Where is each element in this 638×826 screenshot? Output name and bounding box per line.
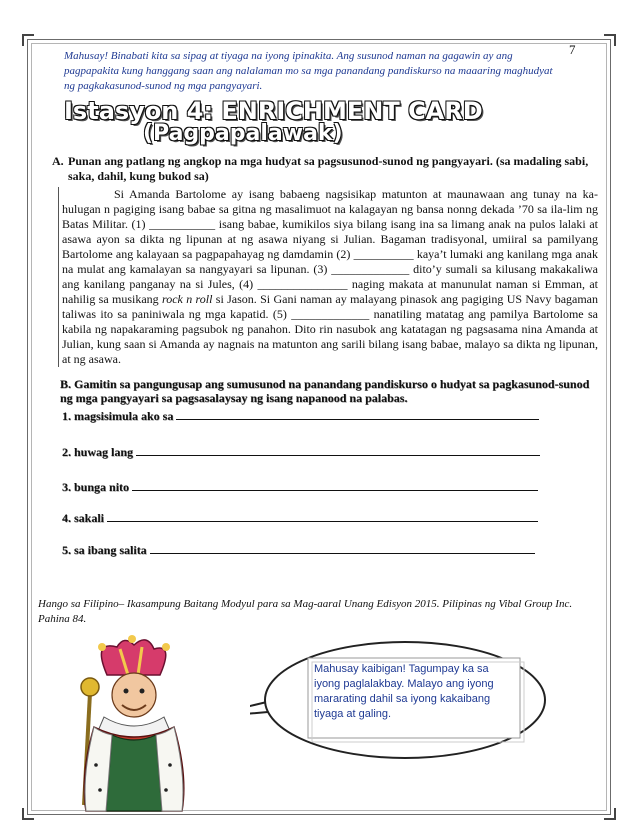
exercise-prompt: 1. magsisimula ako sa — [62, 409, 174, 423]
section-a-passage — [58, 187, 598, 367]
exercise-item — [62, 511, 538, 526]
answer-line[interactable] — [107, 511, 538, 522]
answer-line[interactable] — [150, 543, 535, 554]
intro-text: Mahusay! Binabati kita sa sipag at tiyaga na iyong ipinakita. Ang susunod naman na gagawin ay ang pagpapakita kung hanggang saan ang nalalaman mo sa mga panandang pandiskurso na maaaring maghudyat ng pagkakasunod-sunod ng mga pangyayari. — [64, 50, 553, 92]
passage-text: Si Amanda Bartolome ay isang babaeng nagsisikap matunton at maunawaan ang tunay na ka-hulugan n pagiging isang babae sa gitna ng masalimuot na kalagayan ng bansa nonng dekada ’70 sa ila-lim ng Batas Militar. (1) ___________ isang babae, kumikilos siya bilang isang ina sa limang anak na pulos lalaki at asawa ayon sa dikta ng lipunan at ng asawa niyang si Julian. Bagaman tradisyonal, umiiral sa pamilyang Bartolome ang kalayaan sa pagpapahayag ng damdamin (2) __________ kaya’t lumaki ang kanilang mga anak na mulat ang kamalayan sa nangyayari sa lipunan. (3) _____________ dito’y sumali sa kilusang makakaliwa ang kanilang panganay na si Jules, (4) _______________ naging makata at manunulat naman si Emman, at nahilig sa musikang — [62, 187, 598, 306]
exercise-item — [62, 480, 538, 495]
exercise-item — [62, 445, 540, 460]
answer-line[interactable] — [132, 480, 538, 491]
page-number: 7 — [569, 42, 576, 57]
page-subtitle: (Pagpapalawak) — [143, 121, 343, 146]
exercise-prompt: 3. bunga nito — [62, 480, 130, 494]
exercise-item — [62, 409, 539, 424]
answer-line[interactable] — [176, 409, 539, 420]
jester-illustration — [62, 635, 197, 815]
speech-bubble-text: Mahusay kaibigan! Tagumpay ka sa iyong paglalakbay. Malayo ang iyong mararating dahil sa iyong kakaibang tiyaga at galing. — [314, 663, 494, 720]
corner-ornament — [604, 34, 616, 46]
exercise-prompt: 2. huwag lang — [62, 445, 134, 459]
answer-line[interactable] — [136, 445, 540, 456]
exercise-prompt: 5. sa ibang salita — [62, 543, 147, 557]
exercise-item — [62, 543, 535, 558]
exercise-prompt: 4. sakali — [62, 511, 105, 525]
page-title: Istasyon 4: ENRICHMENT CARD — [64, 97, 483, 125]
passage-text: si Jason. Si Gani naman ay malayang pinasok ang pagiging US Navy bagaman taliwas ito sa paniniwala ng mga kapatid. (5) _____________ nanatiling matatag ang pamilya Bartolome sa kabila ng napakaraming pagsubok ng panahon. Dito rin nasubok ang katatagan ng pagsasama nina Amanda at Julian, kung saan si Amanda ay nagnais na matunton ang sarili bilang isang babae, malayo sa dikta ng lipunan, at ng asawa. — [62, 292, 599, 366]
source-citation: Hango sa Filipino– Ikasampung Baitang Modyul para sa Mag-aaral Unang Edisyon 2015. Pilipinas ng Vibal Group Inc. Pahina 84. — [38, 598, 573, 625]
corner-ornament — [22, 808, 34, 820]
section-a-label: A. — [52, 154, 64, 168]
corner-ornament — [604, 808, 616, 820]
corner-ornament — [22, 34, 34, 46]
passage-italic: rock n roll — [162, 292, 213, 306]
section-a-instruction: Punan ang patlang ng angkop na mga hudyat sa pagsusunod-sunod ng pangyayari. (sa madaling sabi, saka, dahil, kung bukod sa) — [68, 154, 589, 183]
section-b-instruction: B. Gamitin sa pangungusap ang sumusunod na panandang pandiskurso o hudyat sa pagkasunod-sunod ng mga pangyayari sa pagsasalaysay ng isang napanood na palabas. — [60, 377, 590, 405]
